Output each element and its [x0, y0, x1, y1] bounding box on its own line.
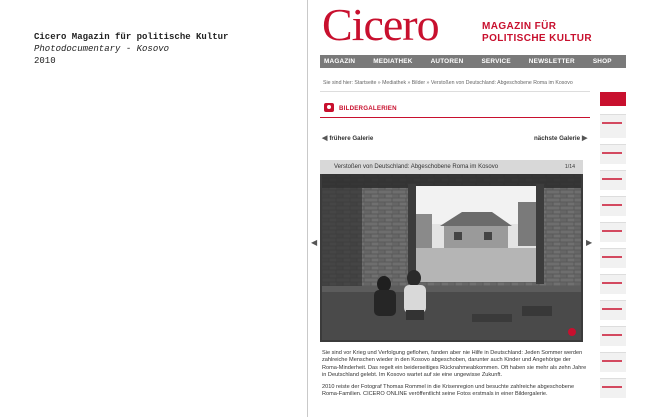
- sidebar-box: [600, 378, 626, 398]
- section-divider: [320, 117, 590, 118]
- nav-item-newsletter[interactable]: NEWSLETTER: [528, 58, 575, 65]
- nav-item-service[interactable]: SERVICE: [481, 58, 511, 65]
- sidebar-link[interactable]: [602, 308, 622, 310]
- image-gallery: [320, 160, 583, 342]
- website-screenshot: [308, 0, 645, 417]
- chevron-left-icon: ◀: [322, 135, 330, 142]
- section-title: BILDERGALERIEN: [339, 105, 397, 112]
- tagline-line-2: POLITISCHE KULTUR: [482, 33, 592, 44]
- camera-icon: [324, 103, 334, 112]
- right-sidebar: [594, 92, 626, 417]
- chevron-right-icon: ▶: [580, 135, 588, 142]
- main-nav: [320, 55, 645, 68]
- breadcrumb-divider: [320, 91, 590, 92]
- sidebar-box: [600, 144, 626, 164]
- sidebar-box: [600, 114, 626, 138]
- logo-tagline: [482, 21, 592, 45]
- sidebar-link[interactable]: [602, 230, 622, 232]
- document-caption: [34, 31, 228, 67]
- sidebar-box: [600, 196, 626, 216]
- sidebar-link[interactable]: [602, 386, 622, 388]
- sidebar-box: [600, 170, 626, 190]
- sidebar-link[interactable]: [602, 178, 622, 180]
- gallery-title: Verstoßen von Deutschland: Abgeschobene Roma im Kosovo: [334, 164, 499, 170]
- sidebar-link[interactable]: [602, 152, 622, 154]
- sidebar-box: [600, 352, 626, 372]
- nav-item-abo[interactable]: ABO: [629, 58, 645, 65]
- sidebar-box: [600, 274, 626, 294]
- previous-gallery-label: frühere Galerie: [329, 135, 374, 142]
- gallery-next-arrow-icon[interactable]: ▶: [586, 238, 593, 247]
- gallery-counter: 1/14: [564, 164, 575, 170]
- nav-item-autoren[interactable]: AUTOREN: [430, 58, 464, 65]
- caption-subtitle: Photodocumentary - Kosovo: [34, 44, 170, 54]
- sidebar-link[interactable]: [602, 204, 622, 206]
- nav-item-shop[interactable]: SHOP: [592, 58, 612, 65]
- tagline-line-1: MAGAZIN FÜR: [482, 21, 557, 32]
- sidebar-link[interactable]: [602, 282, 622, 284]
- article-text: [322, 350, 588, 399]
- nav-item-magazin[interactable]: MAGAZIN: [324, 58, 356, 65]
- sidebar-link[interactable]: [602, 360, 622, 362]
- sidebar-box: [600, 248, 626, 268]
- sidebar-banner: [600, 92, 626, 106]
- gallery-photo-image: [322, 174, 581, 340]
- nav-item-mediathek[interactable]: MEDIATHEK: [373, 58, 413, 65]
- photo-marker-icon: [568, 328, 576, 336]
- article-paragraph-2: 2010 reiste der Fotograf Thomas Rommel in die Krisenregion und besuchte zahlreiche abgeschobene Roma-Familien. CICERO ONLINE veröffentlicht seine Fotos erstmals in einer Bildergalerie.: [322, 384, 575, 398]
- sidebar-link[interactable]: [602, 122, 622, 124]
- next-gallery-label: nächste Galerie: [534, 135, 581, 142]
- breadcrumb: Sie sind hier: Startseite » Mediathek » Bilder » Verstoßen von Deutschland: Abgeschobene Roma im Kosovo: [323, 80, 573, 86]
- sidebar-box: [600, 326, 626, 346]
- sidebar-box: [600, 222, 626, 242]
- sidebar-link[interactable]: [602, 334, 622, 336]
- gallery-header: [320, 160, 583, 174]
- next-gallery-link[interactable]: [534, 134, 587, 142]
- previous-gallery-link[interactable]: [322, 134, 373, 142]
- caption-title: Cicero Magazin für politische Kultur: [34, 32, 229, 42]
- gallery-photo[interactable]: [322, 174, 581, 340]
- gallery-prev-arrow-icon[interactable]: ◀: [311, 238, 318, 247]
- caption-year: 2010: [34, 56, 56, 66]
- sidebar-link[interactable]: [602, 256, 622, 258]
- sidebar-box: [600, 300, 626, 320]
- article-paragraph-1: Sie sind vor Krieg und Verfolgung geflohen, fanden aber nie Hilfe in Deutschland: Jeden Sommer werden zahlreiche Menschen wieder in den Kosovo abgeschoben, darunter auch Kinder und Angehörige der Roma-Minderheit. Das regelt ein beiderseitiges Rücknahmeabkommen. Oft haben sie mehr als zehn Jahre in Deutschland gelebt. Im Kosovo wartet auf sie eine ungewisse Zukunft.: [322, 350, 587, 378]
- cicero-logo[interactable]: Cicero: [322, 0, 439, 50]
